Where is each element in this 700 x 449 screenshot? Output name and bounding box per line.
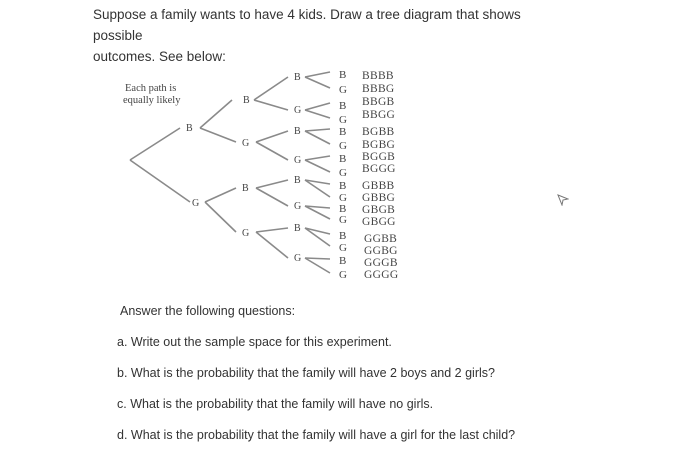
outcome-5: BGBB xyxy=(362,126,395,138)
questions-header: Answer the following questions: xyxy=(120,304,296,318)
leaf-10: G xyxy=(339,192,347,204)
branch-gb-b xyxy=(256,180,288,188)
leaf-12: G xyxy=(339,214,347,226)
question-c: c. What is the probability that the family will have no girls. xyxy=(117,397,434,411)
mouse-cursor-icon xyxy=(557,194,569,206)
branch-g-b xyxy=(205,188,236,202)
node-l2-4: G xyxy=(242,228,250,239)
branch-gb-g xyxy=(256,188,288,206)
node-l1-g: G xyxy=(192,198,200,209)
branch-g-g xyxy=(205,202,236,232)
leaf-16: G xyxy=(339,269,347,281)
node-l3-8: G xyxy=(294,253,302,264)
leaf-13: B xyxy=(339,230,347,242)
outcome-3: BBGB xyxy=(362,96,395,108)
branch-b-b xyxy=(200,100,232,128)
node-l2-1: B xyxy=(243,95,250,106)
leaf-11: B xyxy=(339,203,347,215)
leaf-2: G xyxy=(339,84,347,96)
branch-bb-g xyxy=(254,100,288,110)
outcome-9: GBBB xyxy=(362,180,395,192)
node-l2-2: G xyxy=(242,138,250,149)
outcome-4: BBGG xyxy=(362,109,396,121)
intro-line-2: outcomes. See below: xyxy=(93,49,226,64)
leaf-4: G xyxy=(339,114,347,126)
side-note-line-2: equally likely xyxy=(123,95,181,106)
branch-root-g xyxy=(130,160,190,202)
branch-bg-b xyxy=(256,131,288,142)
node-l2-3: B xyxy=(242,183,249,194)
leaf-3: B xyxy=(339,100,347,112)
outcome-2: BBBG xyxy=(362,83,395,95)
leaf-5: B xyxy=(339,126,347,138)
outcome-11: GBGB xyxy=(362,204,396,216)
outcome-15: GGGB xyxy=(364,257,398,269)
outcome-12: GBGG xyxy=(362,216,396,228)
outcome-13: GGBB xyxy=(364,233,398,245)
intro-line-1: Suppose a family wants to have 4 kids. Draw a tree diagram that shows possible xyxy=(93,7,521,43)
question-d: d. What is the probability that the family will have a girl for the last child? xyxy=(117,428,516,442)
branch-bb-b xyxy=(254,77,288,100)
outcome-list xyxy=(362,70,398,281)
node-l3-1: B xyxy=(294,72,301,83)
branch-gg-b xyxy=(256,228,288,232)
node-l3-4: G xyxy=(294,155,302,166)
outcome-10: GBBG xyxy=(362,192,396,204)
node-l3-5: B xyxy=(294,175,301,186)
outcome-16: GGGG xyxy=(364,269,399,281)
question-a: a. Write out the sample space for this experiment. xyxy=(117,335,392,349)
leaf-9: B xyxy=(339,180,347,192)
leaf-15: B xyxy=(339,255,347,267)
node-l1-b: B xyxy=(186,123,193,134)
node-l3-7: B xyxy=(294,223,301,234)
leaf-8: G xyxy=(339,167,347,179)
leaf-branches xyxy=(305,72,330,273)
branch-root-b xyxy=(130,128,180,160)
branch-b-g xyxy=(200,128,236,142)
outcome-8: BGGG xyxy=(362,163,396,175)
outcome-14: GGBG xyxy=(364,245,398,257)
node-l3-6: G xyxy=(294,201,302,212)
leaf-1: B xyxy=(339,69,347,81)
outcome-1: BBBB xyxy=(362,70,394,82)
branch-gg-g xyxy=(256,232,288,258)
question-b: b. What is the probability that the family will have 2 boys and 2 girls? xyxy=(117,366,495,380)
leaf-labels xyxy=(339,69,347,281)
leaf-14: G xyxy=(339,242,347,254)
branch-bg-g xyxy=(256,142,288,160)
side-note-line-1: Each path is xyxy=(125,83,177,94)
leaf-6: G xyxy=(339,140,347,152)
node-l3-3: B xyxy=(294,126,301,137)
outcome-7: BGGB xyxy=(362,151,396,163)
outcome-6: BGBG xyxy=(362,139,396,151)
node-l3-2: G xyxy=(294,105,302,116)
leaf-7: B xyxy=(339,153,347,165)
